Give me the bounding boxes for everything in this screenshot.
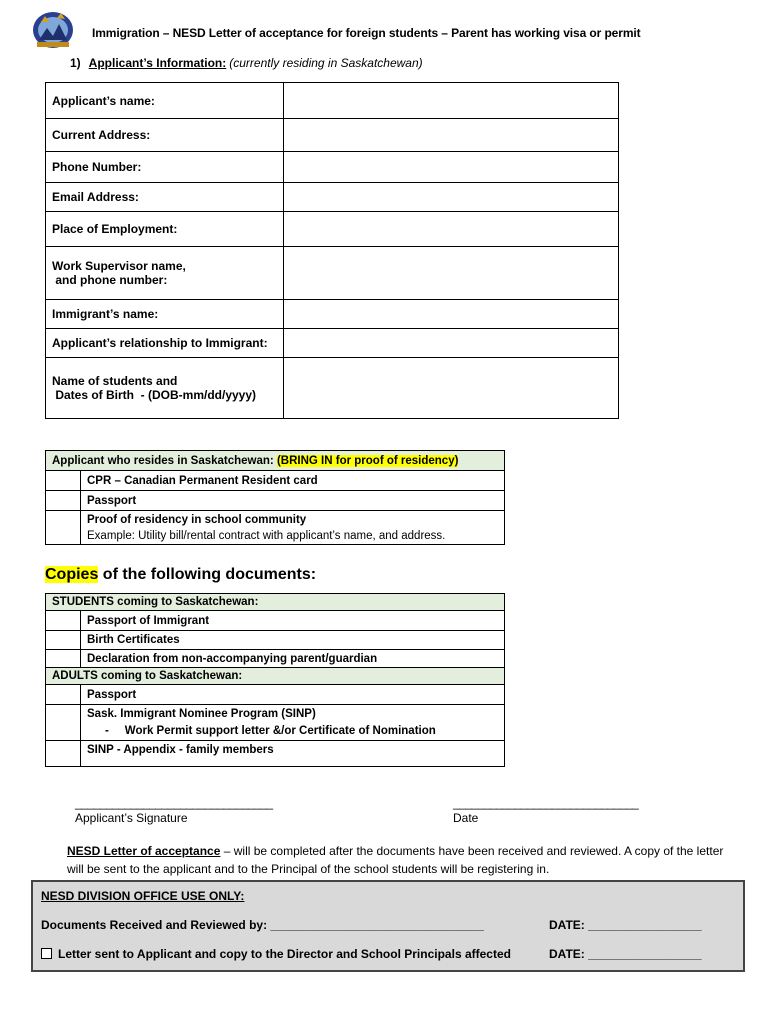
proof-row bbox=[46, 491, 505, 511]
doc-item: SINP - Appendix - family members bbox=[81, 741, 505, 767]
signature-line[interactable]: ________________________________ bbox=[75, 796, 273, 810]
students-dob-field[interactable] bbox=[283, 358, 618, 419]
doc-item: Declaration from non-accompanying parent/guardian bbox=[81, 650, 505, 668]
letter-sent-checkbox[interactable] bbox=[41, 948, 52, 959]
proof-item: Passport bbox=[81, 491, 505, 511]
doc-check-cell[interactable] bbox=[46, 611, 81, 631]
date-line[interactable]: ______________________________ bbox=[453, 796, 639, 810]
doc-row bbox=[46, 650, 505, 668]
nesd-acceptance-note: NESD Letter of acceptance – will be completed after the documents have been received and reviewed. A copy of the letter will be sent to the applicant and to the Principal of the school students will be registering in. bbox=[67, 844, 724, 876]
section-applicant-info-heading: 1) Applicant’s Information: (currently residing in Saskatchewan) bbox=[70, 56, 423, 70]
letter-sent-row bbox=[41, 947, 511, 961]
proof-header: Applicant who resides in Saskatchewan: bbox=[52, 454, 274, 467]
date-sent-field[interactable]: DATE: _________________ bbox=[549, 947, 702, 961]
doc-row bbox=[46, 741, 505, 767]
proof-check-cell[interactable] bbox=[46, 471, 81, 491]
proof-of-residency-table bbox=[45, 450, 505, 545]
info-label: Applicant’s name: bbox=[46, 83, 284, 119]
info-label: Current Address: bbox=[46, 119, 284, 152]
info-label: Phone Number: bbox=[46, 152, 284, 183]
info-label: Name of students and Dates of Birth - (DOB-mm/dd/yyyy) bbox=[46, 358, 284, 419]
info-row-place-of-employment bbox=[46, 212, 619, 247]
date-label: Date bbox=[453, 811, 479, 825]
office-use-box bbox=[31, 880, 745, 972]
proof-example: Example: Utility bill/rental contract with applicant’s name, and address. bbox=[87, 529, 446, 542]
doc-check-cell[interactable] bbox=[46, 650, 81, 668]
proof-header-highlight: (BRING IN for proof of residency) bbox=[276, 454, 459, 467]
phone-number-field[interactable] bbox=[283, 152, 618, 183]
info-row-work-supervisor bbox=[46, 247, 619, 300]
current-address-field[interactable] bbox=[283, 119, 618, 152]
students-header: STUDENTS coming to Saskatchewan: bbox=[46, 594, 505, 611]
doc-check-cell[interactable] bbox=[46, 741, 81, 767]
info-row-students-dob bbox=[46, 358, 619, 419]
info-row-current-address bbox=[46, 119, 619, 152]
office-use-heading: NESD DIVISION OFFICE USE ONLY: bbox=[41, 889, 245, 903]
info-row-phone-number bbox=[46, 152, 619, 183]
doc-row bbox=[46, 631, 505, 650]
doc-item-sinp: Sask. Immigrant Nominee Program (SINP) - Work Permit support letter &/or Certificate of Nomination bbox=[81, 705, 505, 741]
doc-check-cell[interactable] bbox=[46, 685, 81, 705]
doc-item: Birth Certificates bbox=[81, 631, 505, 650]
nesd-logo bbox=[31, 10, 75, 50]
place-of-employment-field[interactable] bbox=[283, 212, 618, 247]
page-title: Immigration – NESD Letter of acceptance for foreign students – Parent has working visa or permit bbox=[92, 26, 641, 40]
proof-item-residency: Proof of residency in school community Example: Utility bill/rental contract with applicant’s name, and address. bbox=[81, 511, 505, 545]
proof-header-row bbox=[46, 451, 505, 471]
info-label: Applicant’s relationship to Immigrant: bbox=[46, 329, 284, 358]
doc-check-cell[interactable] bbox=[46, 705, 81, 741]
info-row-immigrant-name bbox=[46, 300, 619, 329]
proof-item: CPR – Canadian Permanent Resident card bbox=[81, 471, 505, 491]
signature-label: Applicant’s Signature bbox=[75, 811, 188, 825]
doc-item: Passport bbox=[81, 685, 505, 705]
proof-check-cell[interactable] bbox=[46, 511, 81, 545]
copies-heading: Copies of the following documents: bbox=[45, 566, 317, 583]
info-row-relationship bbox=[46, 329, 619, 358]
info-label: Place of Employment: bbox=[46, 212, 284, 247]
date-received-field[interactable]: DATE: _________________ bbox=[549, 918, 702, 932]
doc-item: Passport of Immigrant bbox=[81, 611, 505, 631]
proof-row bbox=[46, 471, 505, 491]
proof-check-cell[interactable] bbox=[46, 491, 81, 511]
applicant-name-field[interactable] bbox=[283, 83, 618, 119]
letter-sent-label: Letter sent to Applicant and copy to the Director and School Principals affected bbox=[58, 947, 511, 961]
relationship-field[interactable] bbox=[283, 329, 618, 358]
doc-subitem: - Work Permit support letter &/or Certificate of Nomination bbox=[105, 724, 436, 737]
doc-row bbox=[46, 611, 505, 631]
doc-check-cell[interactable] bbox=[46, 631, 81, 650]
documents-received-field[interactable]: Documents Received and Reviewed by: ________________________________ bbox=[41, 918, 484, 932]
immigrant-name-field[interactable] bbox=[283, 300, 618, 329]
info-label: Work Supervisor name, and phone number: bbox=[46, 247, 284, 300]
work-supervisor-field[interactable] bbox=[283, 247, 618, 300]
info-label: Immigrant’s name: bbox=[46, 300, 284, 329]
adults-header-row bbox=[46, 668, 505, 685]
info-label: Email Address: bbox=[46, 183, 284, 212]
applicant-info-table bbox=[45, 82, 619, 419]
info-row-email-address bbox=[46, 183, 619, 212]
adults-header: ADULTS coming to Saskatchewan: bbox=[46, 668, 505, 685]
email-address-field[interactable] bbox=[283, 183, 618, 212]
info-row-applicant-name bbox=[46, 83, 619, 119]
proof-row bbox=[46, 511, 505, 545]
documents-table bbox=[45, 593, 505, 767]
students-header-row bbox=[46, 594, 505, 611]
doc-row bbox=[46, 685, 505, 705]
doc-row bbox=[46, 705, 505, 741]
